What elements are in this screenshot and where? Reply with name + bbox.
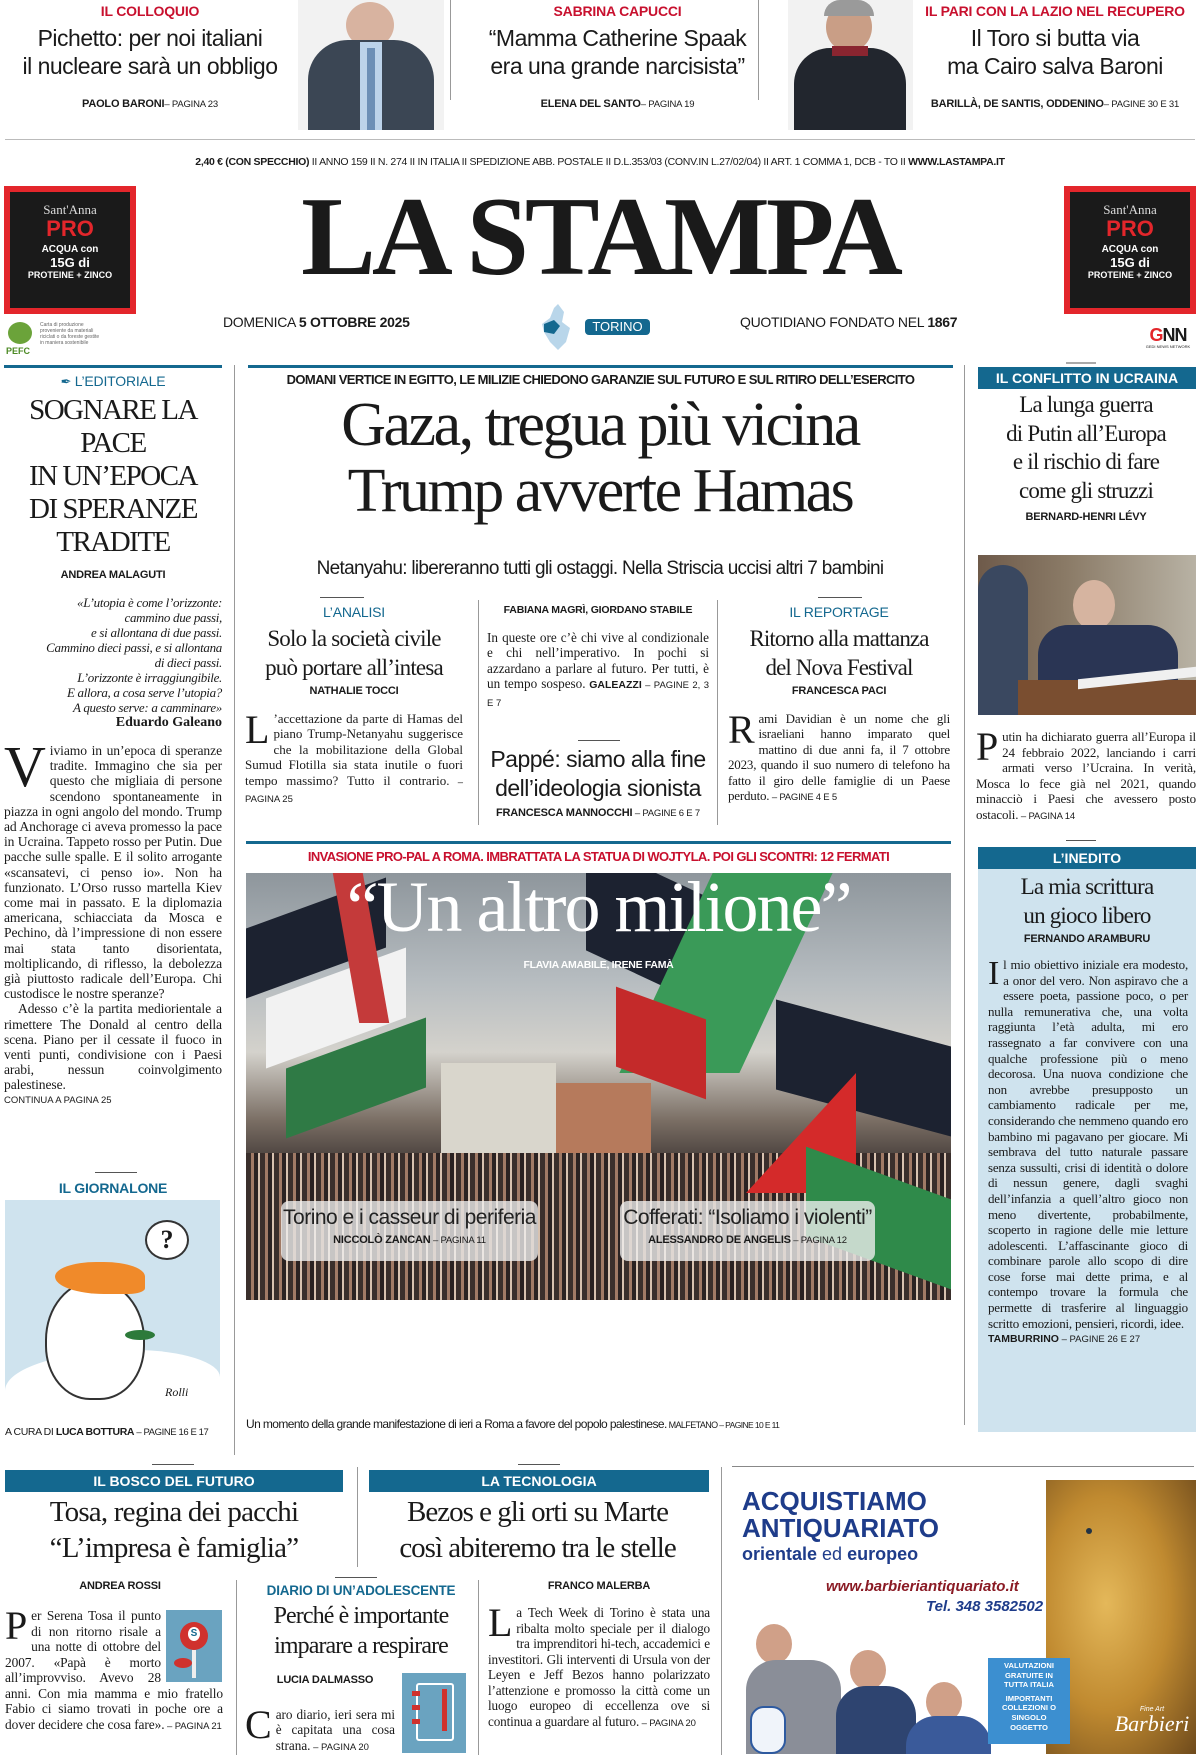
top-teaser-2[interactable] [450, 0, 785, 130]
teaser-title-line: il nucleare sarà un obbligo [22, 53, 278, 79]
pappe-title: Pappé: siamo alla fine dell’ideologia sionista [490, 746, 706, 801]
tecnologia-author: FRANCO MALERBA [547, 1580, 651, 1592]
ad-headline: ACQUISTIAMO ANTIQUARIATO [742, 1486, 939, 1543]
analisi-kicker: L’ANALISI [322, 604, 385, 620]
piemonte-map-icon [540, 302, 576, 352]
diario-title: Perché è importante imparare a respirare [273, 1603, 449, 1659]
ad-line: PROTEINE + ZINCO [27, 270, 113, 280]
info-line: 2,40 € (CON SPECCHIO) II ANNO 159 II N. 274 II IN ITALIA II SPEDIZIONE ABB. POSTALE II D.L.353/03 (CONV.IN L.27/02/04) II ART. 1 COMMA 1, DCB - TO II WWW.LASTAMPA.IT [195, 156, 1005, 168]
editoriale-author: ANDREA MALAGUTI [60, 569, 166, 581]
bosco-kicker: IL BOSCO DEL FUTURO [5, 1470, 343, 1492]
ucraina-author: BERNARD-HENRI LÉVY [1025, 511, 1147, 524]
reportage-author: FRANCESCA PACI [791, 685, 887, 697]
reportage-body: Rami Davidian è un nome che gli israeliani hanno imparato quel mattino di due anni fa, il 7 ottobre 2023, quando il suo numero di telefono ha fatto il giro delle famiglie di un Paese perduto. – PAGINE 4 E 5 [728, 707, 950, 804]
photo-caption: Un momento della grande manifestazione di ieri a Roma a favore del popolo palestinese. MALFETANO – PAGINE 10 E 11 [246, 1417, 780, 1431]
ad-url[interactable]: www.barbieriantiquariato.it [826, 1578, 1019, 1595]
pappe-story[interactable] [487, 745, 709, 819]
teaser-title-line: Il Toro si butta via [970, 25, 1140, 51]
teaser-title-line: “Mamma Catherine Spaak [488, 25, 747, 51]
question-bubble: ? [145, 1220, 189, 1260]
analisi-title: Solo la società civile può portare all’intesa [265, 626, 443, 680]
lead-headline[interactable]: Gaza, tregua più vicina Trump avverte Hamas [341, 391, 859, 525]
ad-brand: Sant'Anna [1103, 202, 1157, 217]
issue-date: DOMENICA 5 OTTOBRE 2025 [223, 314, 410, 330]
analisi-body: L ’accettazione da parte di Hamas del piano Trump-Netanyahu suggerisce che la mobilitazione della Global Sumud Flotilla sia stata inutile o fuori tempo massimo? Tutto il contrario. – PAGINA 25 [245, 707, 463, 806]
bosco-author: ANDREA ROSSI [79, 1580, 161, 1592]
diario-body: Caro diario, ieri sera mi è capitata una cosa strana. – PAGINA 20 [245, 1702, 395, 1753]
ad-subheadline: orientale ed europeo [742, 1544, 919, 1564]
pefc-text: Carta di produzione proveniente da materiali riciclati o da foreste gestite in maniera sostenibile [40, 322, 100, 346]
teaser-kicker: IL PARI CON LA LAZIO NEL RECUPERO [925, 3, 1185, 19]
pefc-label: PEFC [6, 346, 31, 356]
tecnologia-body: La Tech Week di Torino è stata una ribalta molto speciale per il dialogo tra imprenditori hi-tech, accademici e investitori. Gli interventi di Ursula von der Leyen e Jeff Bezos hanno polarizzato l’attenzione e promosso la città come un luogo europeo di eccellenza ove si continua a guardare al futuro. – PAGINA 20 [488, 1600, 710, 1729]
barbieri-logo: Fine Art Barbieri [1114, 1706, 1190, 1736]
top-divider [5, 139, 1195, 140]
editoriale-kicker: ✒ L’EDITORIALE [60, 373, 166, 389]
ad-valutazioni-box: VALUTAZIONI GRATUITE IN TUTTA ITALIA IMPORTANTI COLLEZIONI O SINGOLO OGGETTO [988, 1658, 1070, 1744]
tecnologia-kicker: LA TECNOLOGIA [369, 1470, 709, 1492]
center-body: In queste ore c’è chi vive al condizionale e chi nell’imperativo. In pochi si azzardano a parlare al futuro. Per tutti, è un tempo sospeso. GALEAZZI – PAGINE 2, 3 E 7 [487, 630, 709, 709]
pichetto-photo [298, 0, 444, 130]
ucraina-kicker: IL CONFLITTO IN UCRAINA [978, 367, 1196, 389]
pappe-author: FRANCESCA MANNOCCHI – PAGINE 6 E 7 [496, 807, 700, 819]
giornalone-kicker: IL GIORNALONE [58, 1180, 168, 1196]
box-author: NICCOLÒ ZANCAN – PAGINA 11 [333, 1234, 486, 1246]
bosco-body-wrap[interactable] [5, 1603, 223, 1734]
analisi-author: NATHALIE TOCCI [309, 685, 399, 697]
ucraina-section[interactable] [976, 391, 1196, 523]
ad-pro: PRO [46, 216, 94, 241]
bosco-lightbulb-icon: S [166, 1610, 222, 1682]
teaser-title-line: ma Cairo salva Baroni [947, 53, 1163, 79]
diario-notebook-icon [402, 1673, 466, 1753]
lead-subtitle: Netanyahu: libereranno tutti gli ostaggi. Nella Striscia uccisi altri 7 bambini [316, 558, 884, 579]
editoriale-body-2: Adesso c’è la partita mediorientale a rimettere The Donald al centro della scena. Piano per il cessate il fuoco in venti punti, condivisione con i Paesi arabi, nessun coinvolgimento palestinese. [4, 1001, 222, 1093]
giornalone-credit: A CURA DI LUCA BOTTURA – PAGINE 16 E 17 [5, 1426, 209, 1438]
analisi-section[interactable] [245, 604, 463, 807]
reportage-kicker: IL REPORTAGE [789, 604, 889, 620]
teaser-title-line: era una grande narcisista” [490, 53, 745, 79]
teaser-title-line: Pichetto: per noi italiani [37, 25, 263, 51]
diario-author: LUCIA DALMASSO [276, 1674, 374, 1686]
inedito-title: La mia scrittura un gioco libero [1020, 874, 1154, 928]
putin-photo[interactable] [978, 555, 1196, 715]
center-author: FABIANA MAGRÌ, GIORDANO STABILE [503, 604, 693, 616]
ad-pro: PRO [1106, 216, 1154, 241]
pefc-icon [8, 322, 32, 344]
editoriale-title: SOGNARE LA PACE IN UN’EPOCA DI SPERANZE TRADITE [29, 394, 197, 558]
ad-line: 15G di [50, 255, 90, 270]
antiquariato-ad[interactable] [736, 1480, 1196, 1754]
basilica-shape [441, 1063, 556, 1163]
ad-line: 15G di [1110, 255, 1150, 270]
box-title: Cofferati: “Isoliamo i violenti” [623, 1206, 872, 1229]
inedito-byline: TAMBURRINO – PAGINE 26 E 27 [988, 1333, 1141, 1346]
ad-line: ACQUA con [1101, 244, 1159, 255]
box-cofferati[interactable] [620, 1201, 875, 1261]
tecnologia-title[interactable]: Bezos e gli orti su Marte così abiteremo tra le stelle [399, 1496, 676, 1564]
reportage-section[interactable] [728, 604, 950, 805]
cartoon-signature: Rolli [165, 1385, 189, 1399]
rome-protest-photo[interactable] [246, 873, 951, 1300]
ad-line: PROTEINE + ZINCO [1087, 270, 1173, 280]
ad-brand: Sant'Anna [43, 202, 97, 217]
pefc-logo [6, 322, 106, 358]
quote-author: Eduardo Galeano [115, 715, 222, 730]
baroni-photo [788, 0, 913, 130]
diario-body-wrap [245, 1702, 395, 1755]
teaser-byline: ELENA DEL SANTO– PAGINA 19 [540, 98, 695, 110]
edition-badge[interactable]: TORINO [585, 319, 650, 335]
founded-line: QUOTIDIANO FONDATO NEL 1867 [740, 314, 958, 330]
ad-phone[interactable]: Tel. 348 3582502 [926, 1598, 1044, 1615]
teaser-kicker: SABRINA CAPUCCI [553, 3, 682, 19]
teaser-byline: PAOLO BARONI– PAGINA 23 [82, 98, 218, 110]
gnn-logo: GNN GEDI NEWS NETWORK [1145, 325, 1191, 349]
editoriale-quote: «L’utopia è come l’orizzonte: cammino due passi, e si allontana di due passi. Cammino dieci passi, e si allontana di dieci passi. L’orizzonte è irraggiungibile. E allora, a cosa serve l’utopia? A questo serve: a camminare» [46, 595, 222, 715]
top-teaser-1[interactable] [0, 0, 300, 130]
inedito-kicker: L’INEDITO [978, 847, 1196, 869]
inedito-body: Il mio obiettivo iniziale era modesto, a onor del vero. Non aspiravo che a essere poeta, passione poco, o per nulla remunerativa che, una volta raggiunta l’età adulta, mi ero rassegnato a far convivere con una qualche professione più o meno decorosa. Una nuova condizione che non avrebbe presupposto un cambiamento radicale per me, considerando che nemmeno quando ero bambino mi pagavano per giocare. Mi sembrava del tutto naturale passare senza sussulti, crisi di identità o dolore di nessun genere, dagli svaghi dell’infanzia a quell’altro gioco non meno divertente, probabilmente, scoperto in ragione delle mie letture adolescenti. L’affascinante gioco di combinare parole allo scopo di dire cose forse mai dette prima, e al contempo trovare la formula che permette di trasferire al linguaggio scritto emozioni, pensieri, ricordi, idee. [988, 955, 1188, 1331]
tecnologia-body-wrap[interactable] [488, 1580, 710, 1731]
center-story[interactable] [487, 604, 709, 711]
photo-overline: INVASIONE PRO-PAL A ROMA. IMBRATTATA LA STATUA DI WOJTYLA. POI GLI SCONTRI: 12 FERMATI [307, 849, 890, 864]
lead-overline: DOMANI VERTICE IN EGITTO, LE MILIZIE CHIEDONO GARANZIE SUL FUTURO E SUL RITIRO DELL’ESERCITO [286, 372, 915, 387]
teaser-kicker: IL COLLOQUIO [100, 3, 200, 19]
santanna-ad-left[interactable] [4, 186, 136, 314]
ad-people-image [746, 1610, 1011, 1754]
pen-icon: ✒ [60, 374, 75, 389]
giornalone-cartoon[interactable] [5, 1200, 220, 1418]
bosco-body: Per Serena Tosa il punto di non ritorno risale a una notte di ottobre del 2007. «Papà è morto all’improvviso. Avevo 28 anni. Con mia mamma e mio fratello Fabio ci siamo trovati in poche ore a dover decidere che cosa fare». – PAGINA 21 [5, 1603, 223, 1732]
top-teaser-3[interactable] [910, 0, 1200, 130]
ucraina-title: La lunga guerra di Putin all’Europa e il rischio di fare come gli struzzi [1006, 392, 1166, 503]
inedito-box[interactable] [978, 847, 1196, 1432]
continua-link[interactable]: CONTINUA A PAGINA 25 [4, 1094, 112, 1106]
photo-authors: FLAVIA AMABILE, IRENE FAMÀ [523, 959, 674, 971]
teaser-byline: BARILLÀ, DE SANTIS, ODDENINO– PAGINE 30 E 31 [930, 98, 1180, 110]
inedito-author: FERNANDO ARAMBURU [1023, 933, 1151, 945]
editoriale-body: Viviamo in un’epoca di speranze tradite. Immagino che sia per questo che migliaia di persone scendono spontaneamente in piazza in ogni angolo del mondo. Trump ad Anchorage ci aveva promesso la pace in Ucraina. Tappeto rosso per Putin. Due pacche sulle spalle. E il solito arrogante «scansatevi, ci penso io». Non ha funzionato. L’Orso russo martella Kiev come mai in passato. E la diplomazia americana, schiacciata da Mosca e Pechino, dà l’impressione di non essere mai stata tanto disorientata, moltiplicando, di riflesso, la debolezza già piuttosto radicale dell’Europa. Chi custodisce le nostre speranze? [4, 734, 222, 1002]
photo-headline: “Un altro milione” [346, 873, 851, 947]
diario-kicker: DIARIO DI UN’ADOLESCENTE [266, 1583, 456, 1598]
ucraina-body: Putin ha dichiarato guerra all’Europa il 24 febbraio 2022, lanciando i carri armati verso l’Ucraina. In verità, Mosca lo fece già nel 2021, quando minacciò i Paesi che avessero posto ostacoli. – PAGINA 14 [976, 724, 1196, 822]
santanna-ad-right[interactable] [1064, 186, 1196, 314]
box-torino[interactable] [281, 1201, 538, 1261]
masthead-logo[interactable]: LA STAMPA [301, 175, 899, 299]
diario-section[interactable] [245, 1583, 477, 1661]
bosco-title[interactable]: Tosa, regina dei pacchi “L’impresa è famiglia” [49, 1496, 299, 1564]
ucraina-body-wrap [976, 724, 1196, 824]
box-author: ALESSANDRO DE ANGELIS – PAGINA 12 [648, 1234, 847, 1246]
reportage-title: Ritorno alla mattanza del Nova Festival [749, 626, 929, 680]
box-title: Torino e i casseur di periferia [283, 1206, 536, 1229]
editoriale-section[interactable] [4, 370, 222, 1106]
ad-line: ACQUA con [41, 244, 99, 255]
